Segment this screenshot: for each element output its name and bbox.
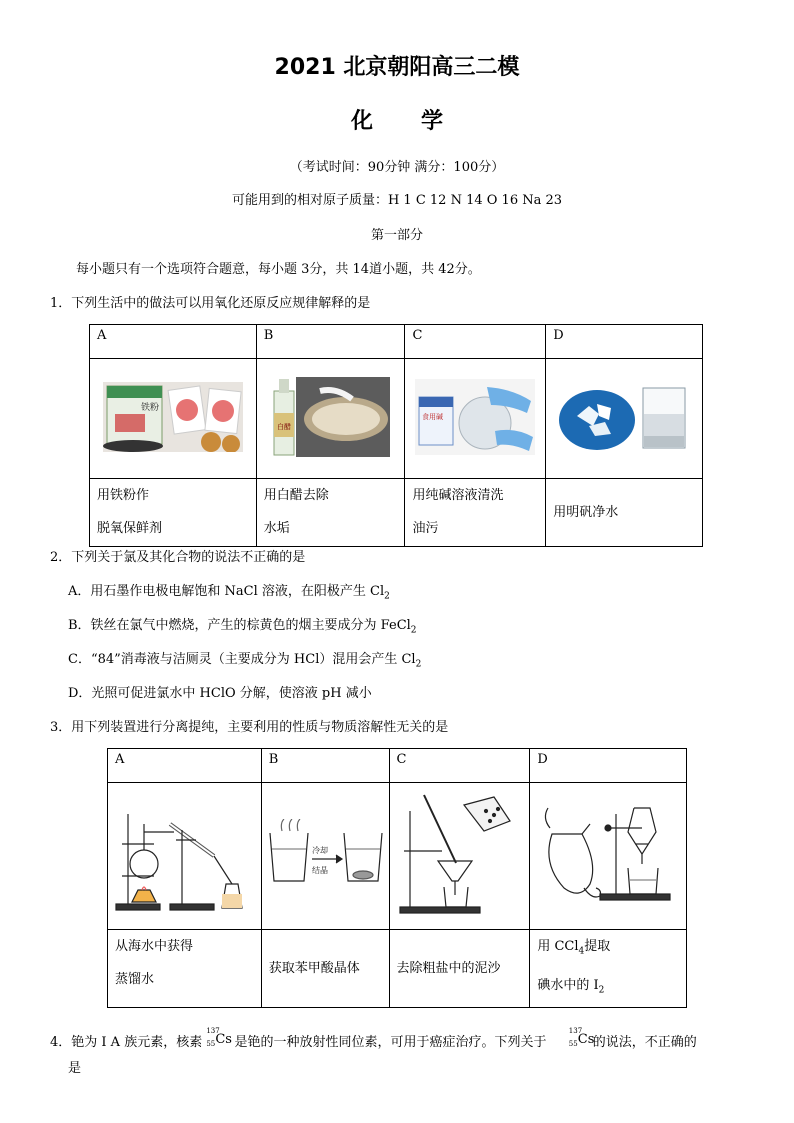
- q1-option-b-line1: 用白醋去除: [263, 488, 329, 503]
- soda-label: 食用碱: [422, 412, 444, 421]
- q1-option-a-image: [90, 359, 257, 479]
- q3-option-d-line1-post: 提取: [584, 939, 611, 954]
- page-title: 2021 北京朝阳高三二模: [274, 55, 520, 80]
- alum-beaker-image: [559, 382, 689, 452]
- q1-option-a-line2: 脱氧保鲜剂: [97, 521, 163, 536]
- q1-option-d-image: [546, 359, 703, 479]
- q3-option-a-line1: 从海水中获得: [115, 939, 194, 954]
- q3-option-c-image: [389, 783, 530, 930]
- nuclide-atomic-number: 55: [206, 1040, 216, 1048]
- cesium-nuclide-symbol: [206, 1027, 232, 1048]
- q3-option-a-text: [108, 930, 262, 1008]
- q3-option-b-letter: B: [261, 749, 389, 783]
- q2-option-a-sub: 2: [384, 591, 390, 602]
- q2-option-d: D．光照可促进氯水中 HClO 分解，使溶液 pH 减小: [68, 686, 372, 701]
- cooling-label: 冷却: [312, 846, 329, 855]
- q1-table: [89, 324, 703, 547]
- q1-option-c-image: [405, 359, 546, 479]
- q1-option-b-text: [256, 479, 405, 547]
- q1-option-a-text: [90, 479, 257, 547]
- nuclide-mass-number: 137: [206, 1027, 220, 1035]
- q2-option-b: [68, 614, 417, 636]
- q2-option-b-sub: 2: [410, 625, 417, 636]
- q3-option-a-image: [108, 783, 262, 930]
- q3-option-a-line2: 蒸馏水: [115, 972, 155, 987]
- q3-option-d-line1: [537, 930, 679, 969]
- q2-option-c: [68, 648, 421, 670]
- q3-option-c-line1: 去除粗盐中的泥沙: [396, 961, 501, 977]
- q4-stem-line2: 是: [68, 1061, 82, 1076]
- q3-option-a-letter: A: [108, 749, 262, 783]
- iron-powder-packets-image: [103, 382, 243, 452]
- q4-stem-line1: [50, 1027, 697, 1050]
- cesium-nuclide-symbol-2: [568, 1027, 595, 1048]
- q3-option-d-line2-pre: 碘水中的 I: [537, 977, 599, 993]
- extraction-apparatus-image: [538, 804, 678, 904]
- filtration-apparatus-image: [394, 791, 524, 917]
- q1-option-a-letter: A: [90, 325, 257, 359]
- q1-option-c-text: [405, 479, 546, 547]
- part-heading: 第一部分: [370, 228, 423, 243]
- soda-gloves-image: [415, 379, 535, 455]
- q4-stem-part-c: 的说法，不正确的: [592, 1035, 697, 1050]
- q1-option-c-line1: 用纯碱溶液清洗: [412, 488, 504, 503]
- q3-option-d-line2-sub: 2: [598, 985, 605, 996]
- crystallization-beakers-image: [266, 819, 384, 889]
- q3-option-d-line2: [537, 969, 679, 1008]
- q2-option-c-text: C．“84”消毒液与洁厕灵（主要成分为 HCl）混用会产生 Cl: [68, 652, 416, 667]
- q2-option-b-text: B．铁丝在氯气中燃烧，产生的棕黄色的烟主要成分为 FeCl: [68, 618, 411, 633]
- nuclide-element-symbol: Cs: [215, 1032, 232, 1047]
- q1-option-b-letter: B: [256, 325, 405, 359]
- q1-option-a-line1: 用铁粉作: [97, 488, 150, 503]
- q3-table: [107, 748, 687, 1008]
- subject-title: 化学: [350, 109, 491, 134]
- q3-option-d-text: [530, 930, 687, 1008]
- iron-powder-label: 铁粉: [140, 402, 159, 413]
- distillation-apparatus-image: [114, 794, 254, 914]
- q1-option-b-image: [256, 359, 405, 479]
- q4-stem-part-b: 是铯的一种放射性同位素，可用于癌症治疗。下列关于: [234, 1035, 547, 1050]
- q1-option-d-letter: D: [546, 325, 703, 359]
- q3-option-d-letter: D: [530, 749, 687, 783]
- q3-option-d-line1-sub: 4: [578, 946, 585, 957]
- q3-option-c-letter: C: [389, 749, 530, 783]
- q1-stem: 1．下列生活中的做法可以用氧化还原反应规律解释的是: [50, 296, 371, 311]
- q3-option-b-image: [261, 783, 389, 930]
- q1-option-d-text: [546, 479, 703, 547]
- exam-info: （考试时间：90分钟 满分：100分）: [289, 160, 505, 175]
- q3-option-d-line1-pre: 用 CCl: [537, 939, 579, 954]
- q1-option-d-line1: 用明矾净水: [553, 505, 619, 520]
- nuclide-element-symbol-2: Cs: [577, 1032, 595, 1047]
- q2-stem: 2．下列关于氯及其化合物的说法不正确的是: [50, 550, 306, 565]
- q3-option-b-text: [261, 930, 389, 1008]
- vinegar-label: 白醋: [276, 422, 291, 431]
- q2-option-a: [68, 580, 390, 602]
- q3-option-d-image: [530, 783, 687, 930]
- instruction-line: 每小题只有一个选项符合题意，每小题 3分，共 14道小题，共 42分。: [76, 262, 481, 277]
- q2-option-a-text: A．用石墨作电极电解饱和 NaCl 溶液，在阳极产生 Cl: [68, 584, 385, 599]
- atomic-mass-line: 可能用到的相对原子质量：H 1 C 12 N 14 O 16 Na 23: [231, 193, 563, 208]
- q3-stem: 3．用下列装置进行分离提纯，主要利用的性质与物质溶解性无关的是: [50, 720, 449, 735]
- q4-stem-part-a: 4．铯为 I A 族元素，核素: [50, 1035, 203, 1050]
- q3-option-b-line1: 获取苯甲酸晶体: [268, 961, 360, 977]
- q2-option-c-sub: 2: [415, 659, 422, 670]
- q1-option-c-line2: 油污: [412, 521, 439, 536]
- q1-option-c-letter: C: [405, 325, 546, 359]
- nuclide-mass-number-2: 137: [568, 1027, 583, 1035]
- q1-option-b-line2: 水垢: [263, 521, 290, 536]
- nuclide-atomic-number-2: 55: [568, 1040, 578, 1048]
- q3-option-c-text: [389, 930, 530, 1008]
- vinegar-pot-image: [272, 377, 390, 457]
- crystal-label: 结晶: [312, 866, 329, 875]
